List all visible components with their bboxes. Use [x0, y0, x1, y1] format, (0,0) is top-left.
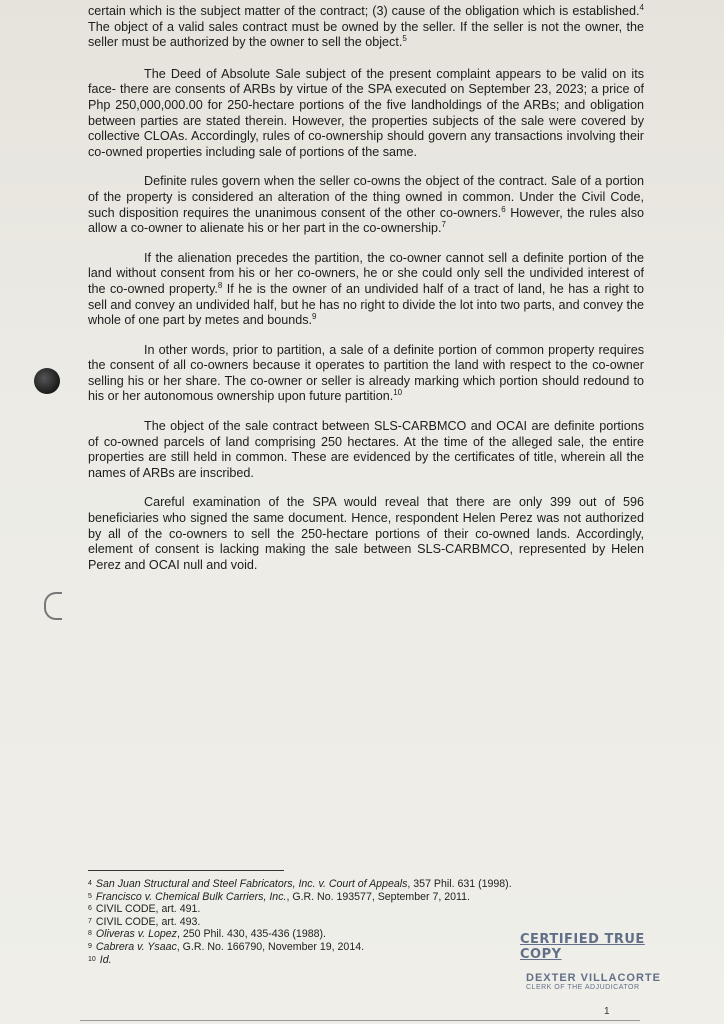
punch-hole — [34, 368, 60, 394]
stamp-title: CERTIFIED TRUE COPY — [520, 932, 645, 962]
footnote-ref: 8 — [217, 280, 223, 290]
paragraph-3: If the alienation precedes the partition, the co-owner cannot sell a definite portion of the land without consent from his or her co-owners, he or she could only sell the undivided interest of the co-owned property.$^8$ If he is the owner of an undivided half of a tract of land, he has a right to sell and convey an undivided half, but he has no right to divide the lot into two parts, and convey the whole of one part by metes and bounds.$^9$ — [88, 250, 644, 328]
page-number: 1 — [604, 1006, 610, 1017]
footnote-ref: 4 — [639, 2, 644, 12]
paragraph-1: The Deed of Absolute Sale subject of the present complaint appears to be valid on its face- there are consents of ARBs by virtue of the SPA executed on September 23, 2023; a price of Php 250,000,000.00 for 250-hectare portions of the five landholdings of the ARBs; and obligation between parties are stated therein. However, the properties subjects of the sale were covered by collective CLOAs. Accordingly, rules of co-ownership should govern any transactions involving their co-owned properties including sale of portions of the same. — [88, 66, 644, 159]
paragraph-2: Definite rules govern when the seller co-owns the object of the contract. Sale of a portion of the property is considered an alteration of the thing owned in common. Under the Civil Code, such disposition requires the unanimous consent of the other co-owners.$^6$ However, the rules also allow a co-owner to alienate his or her part in the co-ownership.$^7$ — [88, 174, 644, 236]
page-bottom-edge — [80, 1020, 640, 1021]
footnote-item: $^7$ CIVIL CODE, art. 493. — [88, 915, 201, 928]
footnote-item: $^9$ Cabrera v. Ysaac, G.R. No. 166790, November 19, 2014. — [88, 940, 365, 953]
paragraph-6: Careful examination of the SPA would reveal that there are only 399 out of 596 beneficiaries who signed the same document. Hence, respondent Helen Perez was not authorized by all of the co-owners to sell the 250-hectare portions of their co-owned lands. Accordingly, element of consent is lacking making the sale between SLS-CARBMCO, represented by Helen Perez and OCAI null and void. — [88, 495, 644, 572]
footnote-ref: 5 — [402, 34, 407, 43]
certified-true-copy-stamp — [520, 932, 680, 998]
footnote-ref: 6 — [501, 204, 506, 214]
stamp-signatory: DEXTER VILLACORTE — [526, 972, 661, 984]
footnote-item: $^5$ Francisco v. Chemical Bulk Carriers, Inc., G.R. No. 193577, September 7, 2011. — [88, 890, 470, 903]
footnote-item: $^6$ CIVIL CODE, art. 491. — [88, 903, 201, 916]
stamp-role: CLERK OF THE ADJUDICATOR — [526, 984, 640, 991]
footnote-item: $^{10}$ Id. — [88, 953, 112, 966]
paragraph-0: certain which is the subject matter of the contract; (3) cause of the obligation which is established.$^4$ The object of a valid sales contract must be owned by the seller. If the seller is not the owner, the seller must be authorized by the owner to sell the object.$^5$ — [88, 2, 644, 50]
staple-mark — [44, 592, 62, 620]
paragraph-5: The object of the sale contract between SLS-CARBMCO and OCAI are definite portions of co-owned parcels of land comprising 250 hectares. At the time of the alleged sale, the entire properties are still held in common. These are evidenced by the certificates of title, wherein all the names of ARBs are inscribed. — [88, 419, 644, 480]
footnote-item: $^4$ San Juan Structural and Steel Fabricators, Inc. v. Court of Appeals, 357 Phil. 631 (1998). — [88, 878, 512, 890]
footnote-ref: 9 — [312, 311, 317, 321]
footnote-ref: 10 — [393, 388, 403, 398]
footnotes — [88, 878, 558, 966]
paragraph-4: In other words, prior to partition, a sale of a definite portion of common property requires the consent of all co-owners because it operates to partition the land with respect to the co-owner selling his or her share. The co-owner or seller is already marking which portion should redound to his or her autonomous ownership upon future partition.$^{10}$ — [88, 342, 644, 404]
footnote-divider — [88, 870, 284, 871]
footnote-item: $^8$ Oliveras v. Lopez, 250 Phil. 430, 435-436 (1988). — [88, 928, 326, 941]
document-body — [88, 4, 644, 587]
footnote-ref: 7 — [441, 219, 446, 229]
